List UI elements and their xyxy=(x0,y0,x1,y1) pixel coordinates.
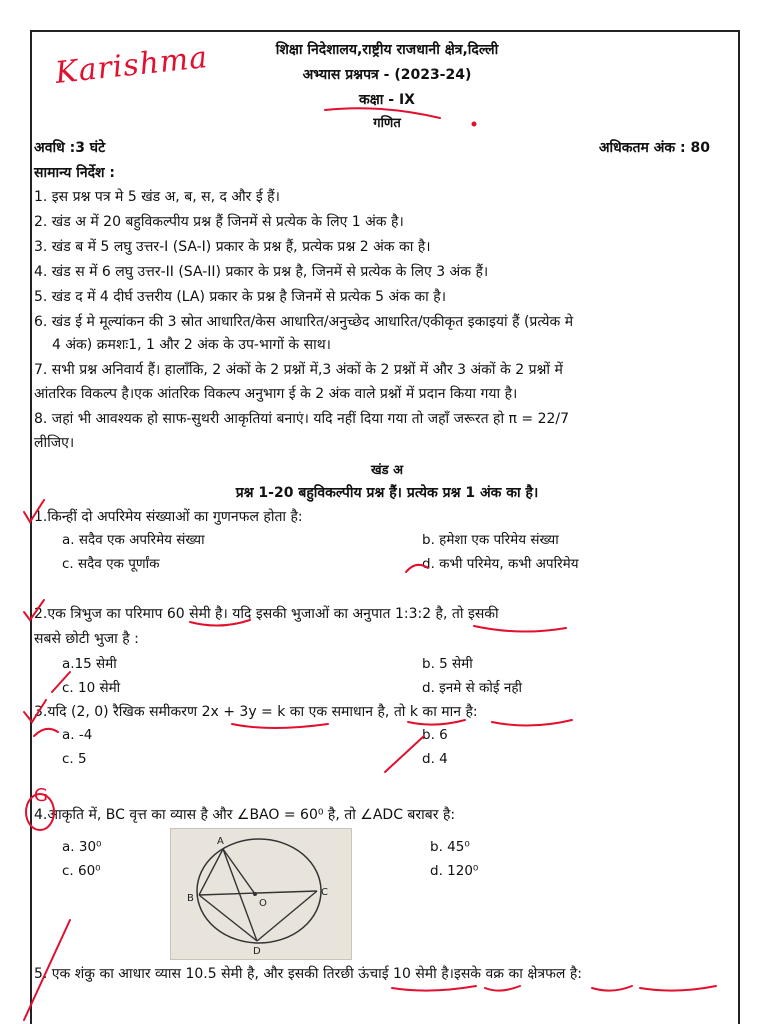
q1-option-d: d. कभी परिमेय, कभी अपरिमेय xyxy=(422,556,579,572)
q1-option-a: a. सदैव एक अपरिमेय संख्या xyxy=(62,532,205,548)
question-4: 4.आकृति में, BC वृत्त का व्यास है और ∠BAO = 60⁰ है, तो ∠ADC बराबर है: xyxy=(34,807,456,823)
question-2-cont: सबसे छोटी भुजा है : xyxy=(34,631,139,647)
q4-option-d: d. 120⁰ xyxy=(430,863,479,879)
instruction-3: 3. खंड ब में 5 लघु उत्तर-I (SA-I) प्रकार के प्रश्न हैं, प्रत्येक प्रश्न 2 अंक का है। xyxy=(34,239,431,255)
label-o: O xyxy=(259,898,267,909)
question-3: 3.यदि (2, 0) रैखिक समीकरण 2x + 3y = k का एक समाधान है, तो k का मान है: xyxy=(34,704,478,720)
section-title: खंड अ xyxy=(370,463,404,478)
q4-option-b: b. 45⁰ xyxy=(430,839,470,855)
handwritten-signature: Karishma xyxy=(53,40,210,91)
q3-option-d: d. 4 xyxy=(422,751,448,767)
max-marks-label: अधिकतम अंक : 80 xyxy=(598,140,710,156)
q1-option-b: b. हमेशा एक परिमेय संख्या xyxy=(422,532,559,548)
instruction-2: 2. खंड अ में 20 बहुविकल्पीय प्रश्न हैं जिनमें से प्रत्येक के लिए 1 अंक है। xyxy=(34,214,404,230)
question-1: 1.किन्हीं दो अपरिमेय संख्याओं का गुणनफल होता है: xyxy=(34,509,303,525)
q2-option-b: b. 5 सेमी xyxy=(422,656,473,672)
paper-title: अभ्यास प्रश्नपत्र - (2023-24) xyxy=(302,67,472,83)
instruction-6-cont: 4 अंक) क्रमशः1, 1 और 2 अंक के उप-भागों के साथ। xyxy=(52,337,331,353)
question-5: 5. एक शंकु का आधार व्यास 10.5 सेमी है, और इसकी तिरछी ऊंचाई 10 सेमी है।इसके वक्र का क्षेत्रफल है: xyxy=(34,966,582,982)
instruction-8: 8. जहां भी आवश्यक हो साफ-सुथरी आकृतियां बनाएं। यदि नहीं दिया गया तो जहाँ जरूरत हो π = 22/7 xyxy=(34,411,570,427)
instruction-7: 7. सभी प्रश्न अनिवार्य हैं। हालाँकि, 2 अंकों के 2 प्रश्नों में,3 अंकों के 2 प्रश्नों में और 3 अंकों के 2 प्रश्नों में xyxy=(34,362,563,378)
label-d: D xyxy=(253,946,261,957)
class-label: कक्षा - IX xyxy=(359,92,415,108)
instruction-6: 6. खंड ई मे मूल्यांकन की 3 स्रोत आधारित/केस आधारित/अनुच्छेद आधारित/एकीकृत इकाइयां हैं (प्रत्येक मे xyxy=(34,314,574,330)
circle-diagram xyxy=(171,829,351,959)
instruction-1: 1. इस प्रश्न पत्र मे 5 खंड अ, ब, स, द और ई हैं। xyxy=(34,189,280,205)
q4-option-c: c. 60⁰ xyxy=(62,863,101,879)
label-b: B xyxy=(187,893,194,904)
question-2: 2.एक त्रिभुज का परिमाप 60 सेमी है। यदि इसकी भुजाओं का अनुपात 1:3:2 है, तो इसकी xyxy=(34,606,499,622)
instruction-8-cont: लीजिए। xyxy=(34,435,75,451)
instruction-4: 4. खंड स में 6 लघु उत्तर-II (SA-II) प्रकार के प्रश्न है, जिनमें से प्रत्येक के लिए 3 अंक हैं। xyxy=(34,264,489,280)
q3-option-a: a. -4 xyxy=(62,727,93,743)
instruction-5: 5. खंड द में 4 दीर्घ उत्तरीय (LA) प्रकार के प्रश्न है जिनमें से प्रत्येक 5 अंक का है। xyxy=(34,289,447,305)
circle-figure xyxy=(170,828,352,960)
q2-option-d: d. इनमे से कोई नही xyxy=(422,680,522,696)
instruction-7-cont: आंतरिक विकल्प है।एक आंतरिक विकल्प अनुभाग ई के 2 अंक वाले प्रश्नों में प्रदान किया गया है। xyxy=(34,386,518,402)
q3-option-b: b. 6 xyxy=(422,727,448,743)
q2-option-c: c. 10 सेमी xyxy=(62,680,121,696)
q3-option-c: c. 5 xyxy=(62,751,87,767)
label-a: A xyxy=(217,836,224,847)
question-paper-page xyxy=(30,30,740,1024)
org-heading: शिक्षा निदेशालय,राष्ट्रीय राजधानी क्षेत्र,दिल्ली xyxy=(275,42,499,58)
instructions-title: सामान्य निर्देश : xyxy=(34,165,116,181)
q1-option-c: c. सदैव एक पूर्णांक xyxy=(62,556,160,572)
section-subtitle: प्रश्न 1-20 बहुविकल्पीय प्रश्न हैं। प्रत्येक प्रश्न 1 अंक का है। xyxy=(235,485,539,501)
duration-label: अवधि :3 घंटे xyxy=(34,140,106,156)
label-c: C xyxy=(321,887,328,898)
subject-label: गणित xyxy=(373,116,401,131)
q2-option-a: a.15 सेमी xyxy=(62,656,117,672)
q4-option-a: a. 30⁰ xyxy=(62,839,102,855)
q4-annotation-g: G xyxy=(34,785,48,806)
